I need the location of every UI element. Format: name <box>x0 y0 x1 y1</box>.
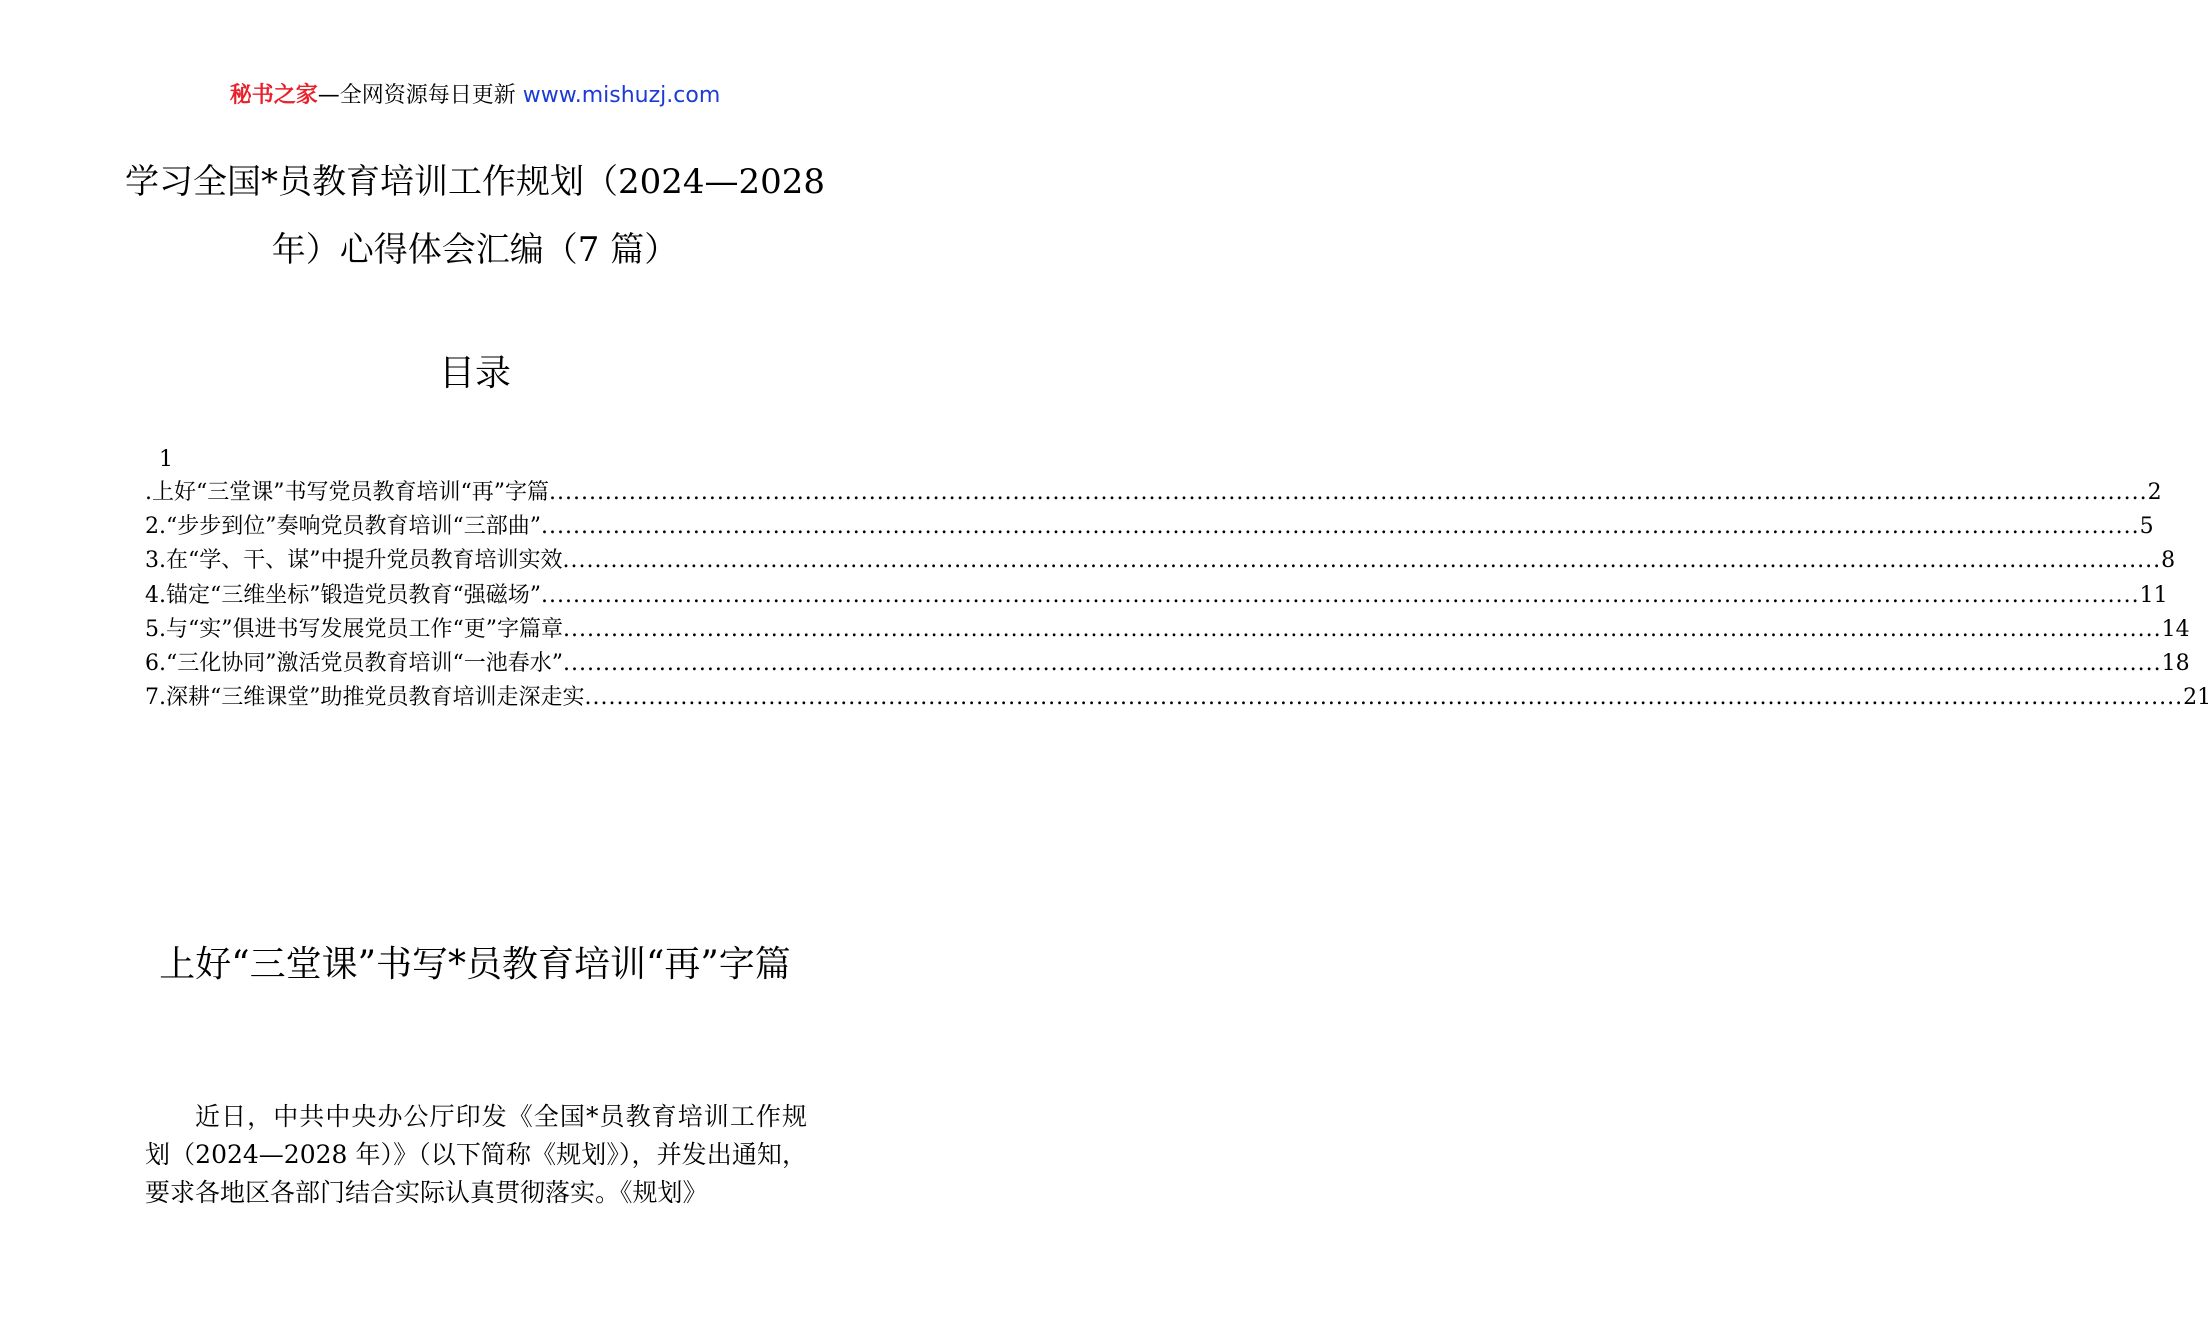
toc-number-line: 1 <box>159 447 173 472</box>
toc-entry-label: 6.“三化协同”激活党员教育培训“一池春水” <box>145 650 563 676</box>
toc-dot-leader: ........................................................................................................................................................................................................ <box>562 548 2162 574</box>
site-header <box>0 80 950 112</box>
toc-entry[interactable] <box>145 579 2168 613</box>
toc-heading: 目录 <box>438 353 511 394</box>
toc-dot-leader: ........................................................................................................................................................................................................ <box>562 616 2162 642</box>
toc-dot-leader: ........................................................................................................................................................................................................ <box>540 514 2140 540</box>
body-paragraph: 近日，中共中央办公厅印发《全国*员教育培训工作规划（2024—2028 年）》（以下简称《规划》），并发出通知，要求各地区各部门结合实际认真贯彻落实。《规划》 <box>145 1102 807 1207</box>
toc-entry-label: 4.锚定“三维坐标”锻造党员教育“强磁场” <box>145 582 541 608</box>
toc-entry-label: .上好“三堂课”书写党员教育培训“再”字篇 <box>145 480 549 505</box>
site-url-link[interactable]: www.mishuzj.com <box>522 83 721 108</box>
header-tagline: —全网资源每日更新 <box>317 83 523 108</box>
document-title: 学习全国*员教育培训工作规划（2024—2028 年）心得体会汇编（7 篇） <box>124 162 826 270</box>
toc-entry[interactable] <box>145 647 2190 681</box>
toc-dot-leader: ........................................................................................................................................................................................................ <box>548 480 2148 505</box>
toc-entry-label: 3.在“学、干、谋”中提升党员教育培训实效 <box>145 548 563 574</box>
section-title: 上好“三堂课”书写*员教育培训“再”字篇 <box>159 944 791 985</box>
toc-page-number: 21 <box>2183 685 2211 711</box>
toc-page-number: 2 <box>2147 480 2162 505</box>
toc-page-number: 11 <box>2139 582 2168 608</box>
toc-page-number: 18 <box>2161 650 2190 676</box>
toc-entry-label: 7.深耕“三维课堂”助推党员教育培训走深走实 <box>145 685 585 711</box>
toc-dot-leader: ........................................................................................................................................................................................................ <box>584 685 2184 711</box>
toc-dot-leader: ........................................................................................................................................................................................................ <box>540 582 2140 608</box>
brand-name: 秘书之家 <box>229 83 318 108</box>
toc-entry-label: 2.“步步到位”奏响党员教育培训“三部曲” <box>145 514 541 540</box>
toc-page-number: 8 <box>2161 548 2176 574</box>
toc-page-number: 14 <box>2161 616 2190 642</box>
toc-entry[interactable] <box>145 476 2162 510</box>
table-of-contents <box>145 444 2211 715</box>
toc-entry-label: 5.与“实”俱进书写发展党员工作“更”字篇章 <box>145 616 563 642</box>
toc-page-number: 5 <box>2139 514 2154 540</box>
toc-entry[interactable] <box>145 510 2154 544</box>
toc-entry[interactable] <box>145 681 2211 715</box>
toc-entry[interactable] <box>145 613 2190 647</box>
toc-entry[interactable] <box>145 544 2176 578</box>
toc-dot-leader: ........................................................................................................................................................................................................ <box>562 650 2162 676</box>
